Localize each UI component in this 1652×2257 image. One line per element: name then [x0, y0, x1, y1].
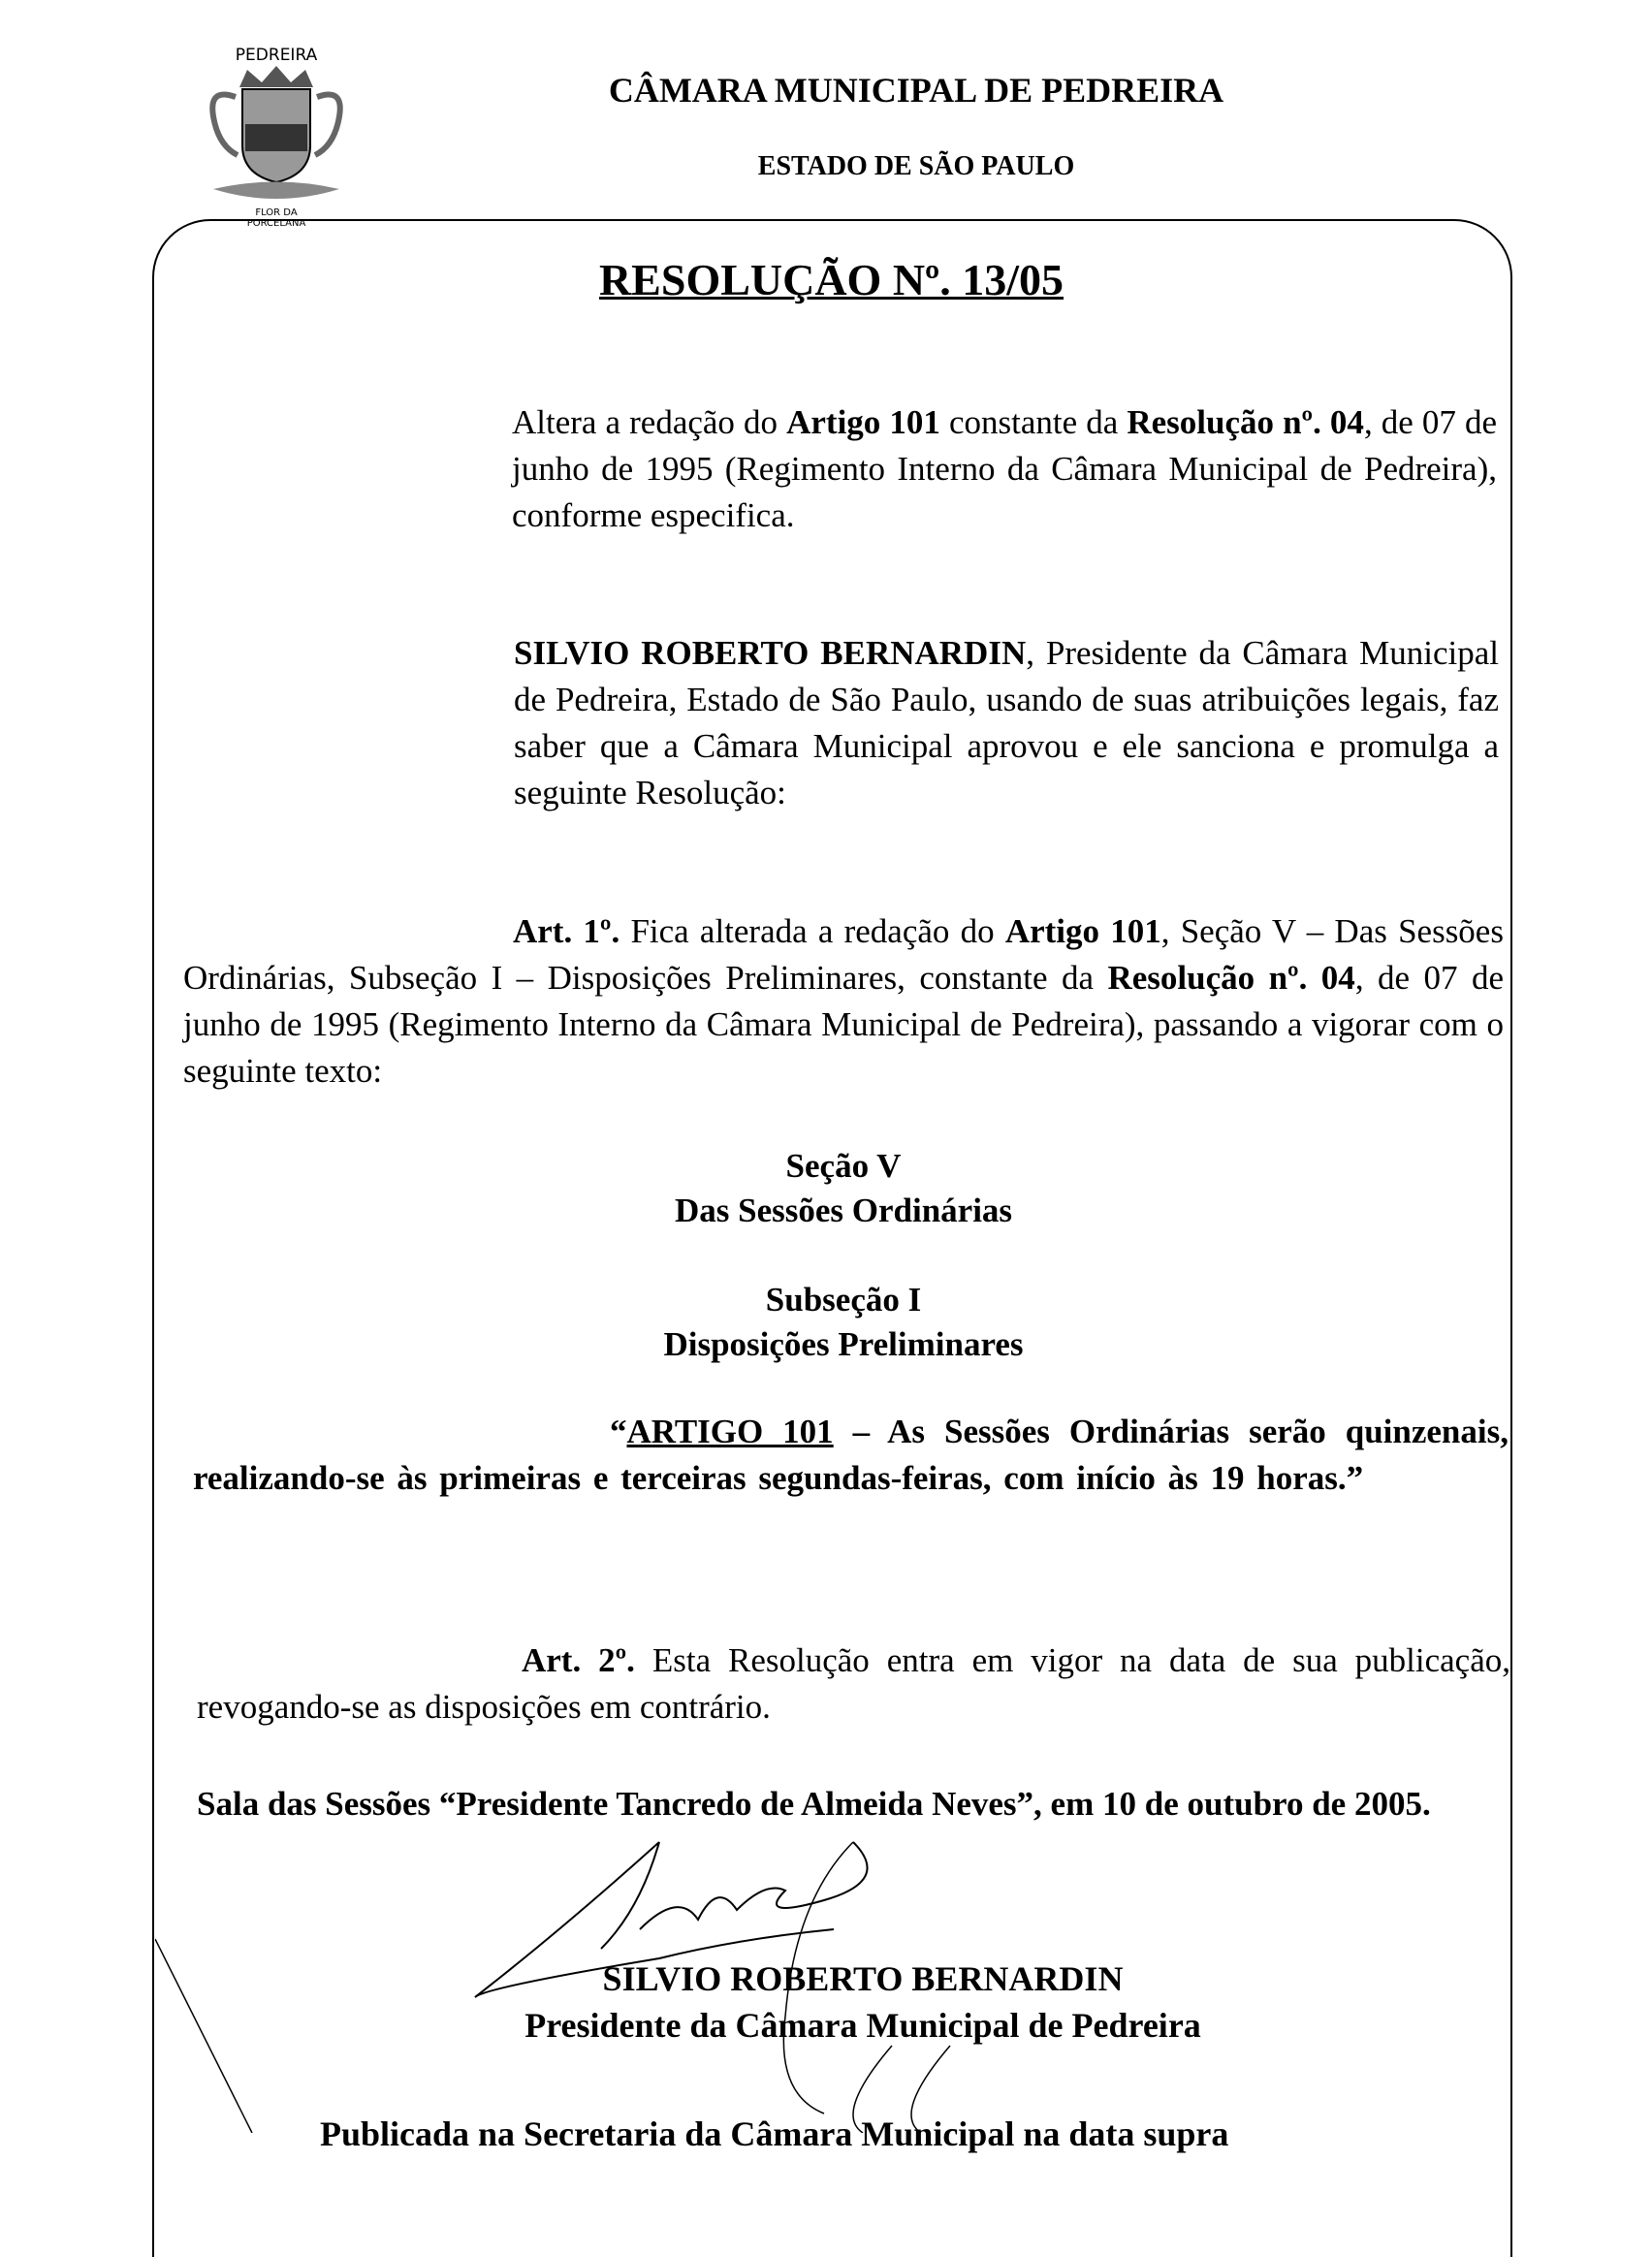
article-text: , Seção V – Das Sessões Ordinárias, Subseção I – Disposições Preliminares, constante da [183, 912, 1504, 997]
section-number: Seção V [785, 1147, 902, 1185]
article-label: Art. 2º. [522, 1641, 635, 1679]
president-name: SILVIO ROBERTO BERNARDIN [514, 634, 1027, 672]
publication-note: Publicada na Secretaria da Câmara Municipal na data supra [320, 2114, 1229, 2153]
article-101-text [193, 1409, 1509, 1502]
subsection-number: Subseção I [765, 1281, 922, 1319]
section-title: Das Sessões Ordinárias [674, 1192, 1013, 1229]
article-bold: Artigo 101 [1004, 912, 1161, 950]
article-text: Esta Resolução entra em vigor na data de sua publicação, revogando-se as disposições em contrário. [197, 1641, 1510, 1726]
article-bold: Resolução nº. 04 [1107, 959, 1355, 997]
state-name: ESTADO DE SÃO PAULO [757, 151, 1075, 181]
resolution-title [436, 254, 1226, 305]
svg-text:PORCELANA: PORCELANA [246, 218, 306, 228]
article-1 [183, 908, 1504, 1095]
closing-statement: Sala das Sessões “Presidente Tancredo de Almeida Neves”, em 10 de outubro de 2005. [197, 1785, 1431, 1823]
ementa-text: , de 07 de junho de 1995 (Regimento Interno da Câmara Municipal de Pedreira), conforme especifica. [512, 403, 1497, 534]
quote-mark: “ [610, 1413, 627, 1450]
subsection-heading [485, 1278, 1202, 1367]
ementa-text: Altera a redação do [512, 403, 787, 441]
signatory-name: SILVIO ROBERTO BERNARDIN [602, 1959, 1124, 1998]
article-101-body: – As Sessões Ordinárias serão quinzenais, realizando-se às primeiras e terceiras segundas-feiras, com início às 19 horas.” [193, 1413, 1509, 1497]
ementa-bold: Artigo 101 [786, 403, 940, 441]
article-101-label: ARTIGO 101 [626, 1413, 834, 1450]
article-label: Art. 1º. [513, 912, 620, 950]
ementa-bold: Resolução nº. 04 [1127, 403, 1364, 441]
signatory-role: Presidente da Câmara Municipal de Pedreira [524, 2006, 1201, 2045]
preamble [514, 630, 1499, 816]
svg-text:FLOR DA: FLOR DA [255, 207, 298, 218]
resolution-title-text: RESOLUÇÃO Nº. 13/05 [598, 255, 1064, 304]
municipal-coat-of-arms-logo [179, 29, 373, 228]
article-text: Fica alterada a redação do [620, 912, 1005, 950]
article-text: , de 07 de junho de 1995 (Regimento Interno da Câmara Municipal de Pedreira), passando a vigorar com o seguinte texto: [183, 959, 1504, 1090]
preamble-text: , Presidente da Câmara Municipal de Pedreira, Estado de São Paulo, usando de suas atribuições legais, faz saber que a Câmara Municipal aprovou e ele sanciona e promulga a seguinte Resolução: [514, 634, 1499, 811]
ementa [512, 399, 1497, 539]
ementa-text: constante da [939, 403, 1128, 441]
section-heading [485, 1144, 1202, 1233]
subsection-title: Disposições Preliminares [663, 1325, 1024, 1363]
svg-text:PEDREIRA: PEDREIRA [235, 46, 318, 65]
article-2 [197, 1637, 1510, 1731]
institution-name: CÂMARA MUNICIPAL DE PEDREIRA [608, 71, 1224, 110]
